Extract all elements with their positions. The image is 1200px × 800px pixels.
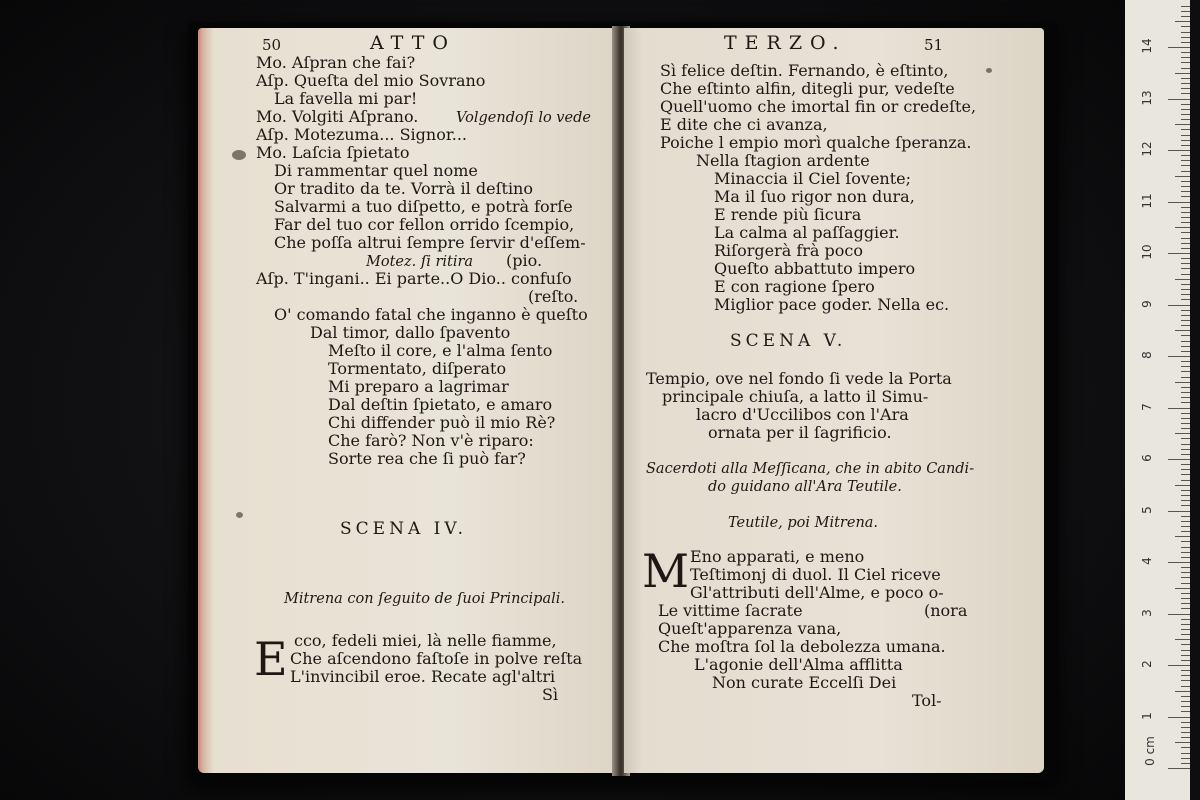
ruler-tick [1175,536,1190,537]
text-line: E dite che ci avanza, [660,115,828,134]
drop-cap: M [642,544,690,598]
text-line: Che poſſa altrui ſempre ſervir d'eſſem- [274,233,586,252]
ruler-tick [1181,11,1190,12]
ruler-tick [1181,135,1190,136]
text-line: (reſto. [528,287,579,306]
text-line: Tormentato, diſperato [328,359,507,378]
ruler-number: 6 [1140,454,1154,462]
text-line: Aſp. Queſta del mio Sovrano [256,71,486,90]
text-line: E rende più ſicura [714,205,862,224]
ruler-tick [1181,217,1190,218]
text-line: Sorte rea che ſi può far? [328,449,526,468]
ruler-number: 13 [1140,89,1154,106]
ruler-number: 3 [1140,608,1154,617]
ruler-tick [1181,660,1190,661]
ruler-tick [1181,701,1190,702]
ruler-tick [1181,268,1190,269]
ruler-tick [1181,140,1190,141]
text-line: Mo. Laſcia ſpietato [256,143,410,162]
ruler-tick [1168,202,1190,203]
ruler-tick [1181,335,1190,336]
ruler-tick [1181,670,1190,671]
ruler-tick [1175,330,1190,331]
ruler-number: 2 [1140,660,1154,668]
text-line: Minaccia il Ciel ſovente; [714,169,912,188]
text-line: (pio. [506,251,543,270]
verse-line: Queſt'apparenza vana, [658,619,842,638]
ruler-tick [1181,238,1190,239]
ruler-tick [1168,47,1190,48]
ruler-tick [1181,480,1190,481]
ruler-tick [1181,598,1190,599]
ink-spot [232,150,246,160]
ruler-tick [1181,758,1190,759]
ruler-tick [1181,516,1190,517]
ruler-tick [1181,650,1190,651]
setting-line: lacro d'Uccilibos con l'Ara [696,405,909,424]
text-line: Mi preparo a lagrimar [328,377,509,396]
ink-spot [236,512,243,518]
ruler-unit-label: 0 cm [1142,736,1157,766]
ruler-tick [1181,680,1190,681]
ruler-tick [1168,717,1190,718]
ruler-tick [1181,711,1190,712]
ruler-number: 14 [1140,38,1154,54]
ruler-tick [1181,521,1190,522]
ruler-tick [1181,186,1190,187]
setting-line: principale chiuſa, a latto il Simu- [662,387,929,406]
ruler-tick [1181,706,1190,707]
ruler-tick [1181,160,1190,161]
ruler-tick [1181,402,1190,403]
text-line: Nella ſtagion ardente [696,151,870,170]
measuring-ruler [1125,0,1190,800]
ruler-tick [1181,361,1190,362]
ruler-edge [1190,0,1200,800]
ruler-tick [1181,145,1190,146]
ruler-tick [1181,62,1190,63]
text-line: Mo. Volgiti Aſprano. [256,107,419,126]
ruler-tick [1175,21,1190,22]
ruler-tick [1181,212,1190,213]
verse-line: L'agonie dell'Alma afflitta [694,655,903,674]
text-line: Meſto il core, e l'alma ſento [328,341,553,360]
ruler-tick [1181,274,1190,275]
text-line: Miglior pace goder. Nella ec. [714,295,950,314]
ruler-tick [1181,377,1190,378]
ruler-tick [1181,644,1190,645]
ruler-tick [1181,88,1190,89]
ruler-number: 4 [1140,557,1154,565]
ruler-tick [1181,222,1190,223]
ruler-tick [1168,99,1190,100]
ruler-tick [1181,696,1190,697]
ruler-tick [1181,577,1190,578]
ruler-tick [1181,196,1190,197]
text-line: Ma il ſuo rigor non dura, [714,187,915,206]
verse-line: Gl'attributi dell'Alme, e poco o- [690,583,944,602]
stage-direction: do guidano all'Ara Teutile. [708,479,902,495]
stage-direction: Motez. ſi ritira [366,254,474,270]
ruler-tick [1181,526,1190,527]
catchword: Sì [542,685,559,704]
scene-title: SCENA V. [730,331,847,351]
ruler-tick [1181,37,1190,38]
ruler-tick [1175,742,1190,743]
ruler-tick [1168,562,1190,563]
ruler-number: 9 [1140,299,1154,308]
ruler-tick [1181,423,1190,424]
ruler-tick [1181,263,1190,264]
ruler-tick [1168,511,1190,512]
ruler-tick [1181,624,1190,625]
setting-line: Tempio, ove nel fondo ſi vede la Porta [646,369,952,388]
ruler-tick [1181,289,1190,290]
ruler-tick [1181,413,1190,414]
ruler-tick [1181,346,1190,347]
text-line: Riſorgerà frà poco [714,241,864,260]
ruler-tick [1181,444,1190,445]
ruler-tick [1175,124,1190,125]
ruler-tick [1175,639,1190,640]
verse-line: L'invincibil eroe. Recate agl'altri [290,667,556,686]
right-page [624,28,1044,773]
verse-line: (nora [924,601,968,620]
ruler-tick [1168,665,1190,666]
text-line: Quell'uomo che imortal fin or credeſte, [660,97,977,116]
scene-note: Mitrena con ſeguito de ſuoi Principali. [284,591,565,607]
ruler-tick [1175,588,1190,589]
ruler-tick [1181,505,1190,506]
ruler-tick [1181,495,1190,496]
ruler-tick [1181,454,1190,455]
text-line: Dal deſtin ſpietato, e amaro [328,395,553,414]
stage-direction: Sacerdoti alla Meſſicana, che in abito Candi- [646,461,975,477]
text-line: La favella mi par! [274,89,418,108]
text-line: Salvarmi a tuo diſpetto, e potrà forſe [274,197,573,216]
ruler-number: 7 [1140,402,1154,411]
ruler-tick [1181,26,1190,27]
ruler-tick [1181,490,1190,491]
text-line: O' comando fatal che inganno è queſto [274,305,588,324]
ruler-tick [1181,366,1190,367]
ruler-tick [1181,655,1190,656]
text-line: Che eſtinto alfin, ditegli pur, vedeſte [660,79,955,98]
text-line: E con ragione ſpero [714,277,875,296]
text-line: Di rammentar quel nome [274,161,478,180]
ruler-tick [1181,181,1190,182]
ruler-tick [1181,119,1190,120]
ruler-tick [1181,351,1190,352]
ruler-tick [1181,763,1190,764]
ruler-tick [1168,408,1190,409]
ruler-tick [1181,547,1190,548]
text-line: Far del tuo cor fellon orrido ſcempio, [274,215,575,234]
ruler-tick [1181,629,1190,630]
ruler-tick [1181,418,1190,419]
ruler-tick [1181,557,1190,558]
ruler-tick [1181,42,1190,43]
right-page-number: 51 [924,36,944,54]
ruler-tick [1175,279,1190,280]
text-line: Chi diffender può il mio Rè? [328,413,556,432]
ruler-tick [1181,299,1190,300]
verse-line: Le vittime ſacrate [658,601,803,620]
text-line: Mo. Aſpran che fai? [256,53,416,72]
verse-line: Eno apparati, e meno [690,547,865,566]
ruler-tick [1181,294,1190,295]
ruler-tick [1181,753,1190,754]
ruler-tick [1175,227,1190,228]
ruler-tick [1181,171,1190,172]
catchword: Tol- [912,691,942,710]
ruler-tick [1181,243,1190,244]
text-line: Poiche l empio morì qualche ſperanza. [660,133,972,152]
ruler-tick [1181,104,1190,105]
verse-line: Teſtimonj di duol. Il Ciel riceve [690,565,941,584]
ruler-tick [1175,176,1190,177]
ruler-tick [1181,608,1190,609]
ruler-tick [1181,500,1190,501]
verse-line: Che aſcendono faſtoſe in polve reſta [290,649,583,668]
text-line: Aſp. Motezuma... Signor... [256,125,467,144]
ruler-tick [1181,469,1190,470]
ruler-tick [1181,438,1190,439]
ruler-tick [1181,155,1190,156]
ruler-tick [1181,320,1190,321]
ruler-tick [1181,315,1190,316]
ruler-tick [1175,73,1190,74]
ruler-tick [1181,6,1190,7]
ruler-tick [1181,567,1190,568]
ruler-tick [1181,83,1190,84]
text-line: Queſto abbattuto impero [714,259,916,278]
ruler-tick [1181,129,1190,130]
ruler-tick [1181,207,1190,208]
ruler-number: 10 [1140,244,1154,260]
ruler-tick [1181,727,1190,728]
ruler-tick [1181,737,1190,738]
ruler-tick [1181,619,1190,620]
ruler-tick [1181,634,1190,635]
ruler-tick [1181,392,1190,393]
ruler-tick [1181,32,1190,33]
text-line: Aſp. T'ingani.. Ei parte..O Dio.. confuſo [256,269,572,288]
scene-title: SCENA IV. [340,519,468,539]
ruler-tick [1181,232,1190,233]
ruler-tick [1181,732,1190,733]
ruler-tick [1181,541,1190,542]
ruler-tick [1181,16,1190,17]
ruler-tick [1181,93,1190,94]
ruler-tick [1181,387,1190,388]
ruler-tick [1181,583,1190,584]
ruler-number: 8 [1140,351,1154,359]
ruler-tick [1181,52,1190,53]
ruler-number: 11 [1140,192,1154,209]
ruler-tick [1175,433,1190,434]
ruler-tick [1181,68,1190,69]
ruler-tick [1168,768,1190,769]
ruler-tick [1181,165,1190,166]
ruler-tick [1181,325,1190,326]
ruler-tick [1181,248,1190,249]
ruler-tick [1175,382,1190,383]
setting-line: ornata per il ſagrificio. [708,423,892,442]
character-list: Teutile, poi Mitrena. [728,515,879,531]
left-running-header: ATTO [370,32,456,54]
ruler-tick [1181,428,1190,429]
ruler-tick [1168,356,1190,357]
ruler-tick [1181,675,1190,676]
ruler-tick [1168,150,1190,151]
right-running-header: TERZO. [724,32,847,54]
ruler-tick [1181,258,1190,259]
ruler-tick [1181,371,1190,372]
ruler-tick [1181,722,1190,723]
ruler-tick [1181,114,1190,115]
ruler-tick [1181,464,1190,465]
ruler-tick [1181,449,1190,450]
text-line: La calma al paſſaggier. [714,223,900,242]
ruler-tick [1181,78,1190,79]
ruler-tick [1175,691,1190,692]
text-line: Dal timor, dallo ſpavento [310,323,511,342]
stage-direction: Volgendoſi lo vede [456,110,591,126]
ruler-number: 12 [1140,141,1154,157]
left-page [198,28,618,773]
ruler-tick [1181,191,1190,192]
ruler-tick [1181,686,1190,687]
ruler-tick [1181,531,1190,532]
ruler-tick [1181,341,1190,342]
ruler-tick [1168,459,1190,460]
ruler-tick [1181,593,1190,594]
text-line: Che farò? Non v'è riparo: [328,431,534,450]
ruler-tick [1181,310,1190,311]
ruler-tick [1181,57,1190,58]
ruler-tick [1181,109,1190,110]
ruler-tick [1168,614,1190,615]
ruler-tick [1181,284,1190,285]
ruler-tick [1181,552,1190,553]
text-line: Or tradito da te. Vorrà il deſtino [274,179,533,198]
drop-cap: E [254,632,288,686]
ruler-number: 5 [1140,505,1154,514]
ruler-tick [1181,603,1190,604]
verse-line: Non curate Eccelſi Dei [712,673,897,692]
ink-spot [986,68,992,73]
verse-line: Che moſtra ſol la debolezza umana. [658,637,946,656]
ruler-tick [1175,485,1190,486]
ruler-tick [1181,747,1190,748]
left-page-number: 50 [262,36,282,54]
ruler-tick [1168,253,1190,254]
ruler-tick [1181,474,1190,475]
ruler-tick [1168,305,1190,306]
verse-line: cco, fedeli miei, là nelle fiamme, [294,631,557,650]
ruler-number: 1 [1140,711,1154,720]
text-line: Sì felice deſtin. Fernando, è eſtinto, [660,61,949,80]
ruler-tick [1181,397,1190,398]
ruler-tick [1181,572,1190,573]
